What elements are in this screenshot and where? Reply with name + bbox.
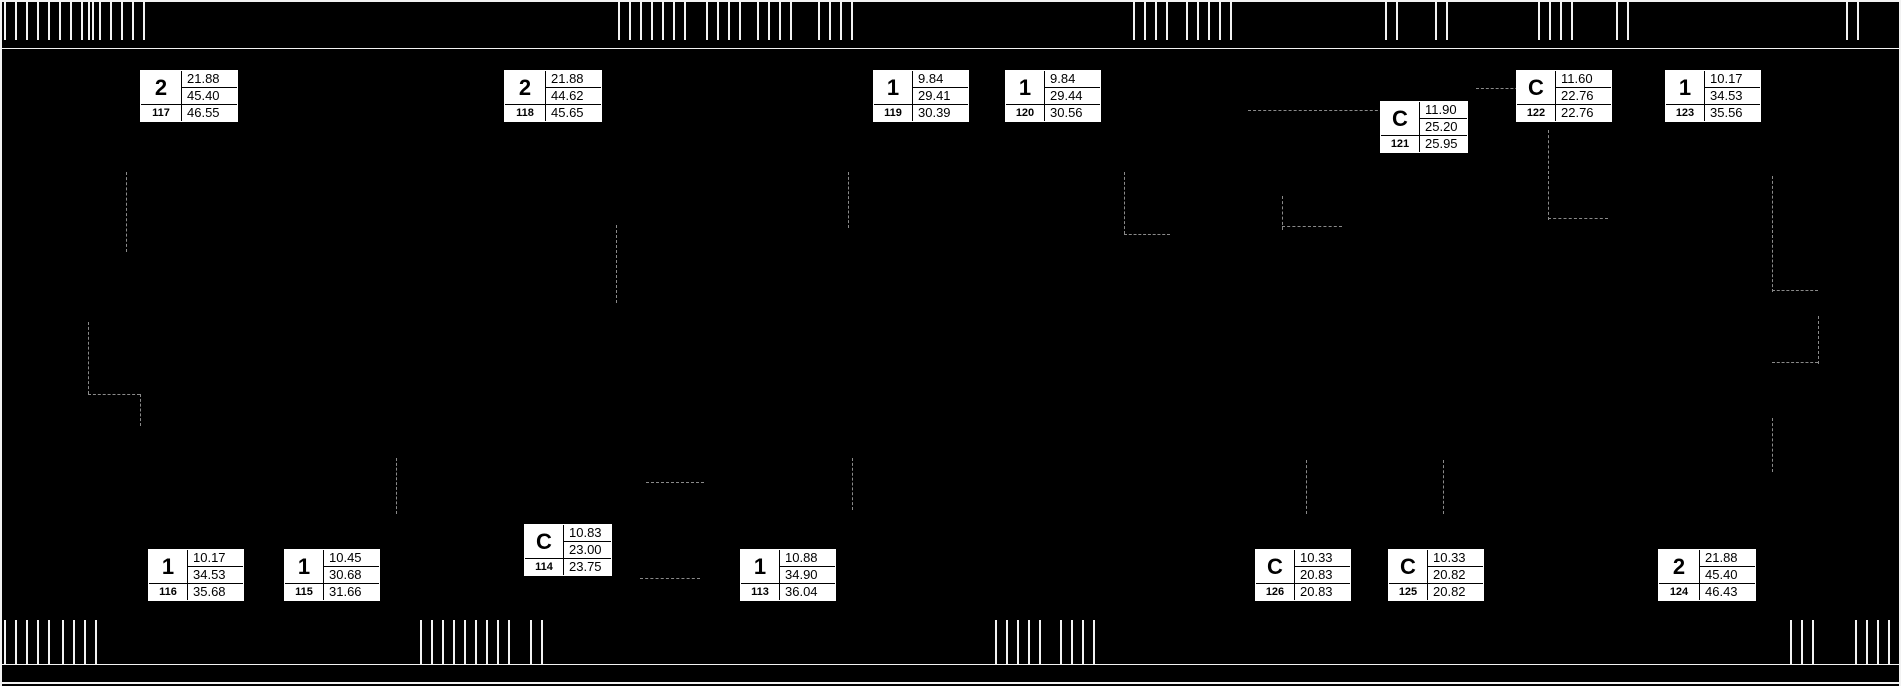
unit-total-value: 20.82 <box>1427 584 1483 600</box>
unit-tag[interactable] <box>284 549 380 601</box>
unit-id-label: 114 <box>535 561 553 573</box>
unit-tag-bottom-row <box>285 583 379 600</box>
unit-type-label: 2 <box>518 74 532 100</box>
unit-values-cell <box>1294 550 1350 583</box>
unit-values-cell <box>323 550 379 583</box>
unit-values-cell <box>1555 71 1611 104</box>
unit-tag-bottom-row <box>1006 104 1100 121</box>
unit-tag-top-row <box>1256 550 1350 583</box>
unit-value: 34.90 <box>780 566 835 583</box>
unit-total-value: 30.56 <box>1044 105 1100 121</box>
unit-id-label: 119 <box>884 107 902 119</box>
unit-value: 10.33 <box>1433 550 1466 565</box>
unit-type-label: 1 <box>886 74 900 100</box>
unit-type-label: C <box>1267 553 1283 579</box>
unit-values-cell <box>187 550 243 583</box>
unit-tag-bottom-row <box>525 558 611 575</box>
unit-tag-bottom-row <box>141 104 237 121</box>
unit-type-label: 1 <box>161 553 175 579</box>
unit-tag[interactable] <box>140 70 238 122</box>
unit-values-cell <box>181 71 237 104</box>
unit-value: 44.62 <box>546 87 601 104</box>
unit-total-value: 36.04 <box>779 584 835 600</box>
unit-value: 9.84 <box>1050 71 1076 86</box>
unit-value: 29.44 <box>1045 87 1100 104</box>
unit-value: 11.90 <box>1425 102 1457 117</box>
unit-id-label: 124 <box>1669 586 1689 598</box>
unit-values-cell <box>563 525 611 558</box>
unit-id-label: 113 <box>751 586 769 598</box>
unit-values-cell <box>1427 550 1483 583</box>
unit-tag[interactable] <box>1516 70 1612 122</box>
unit-type-label: 2 <box>1672 553 1686 579</box>
unit-type-cell <box>1659 550 1699 583</box>
unit-value: 29.41 <box>913 87 968 104</box>
unit-type-cell <box>1381 102 1419 135</box>
unit-type-cell <box>1006 71 1044 104</box>
unit-type-label: 2 <box>154 74 168 100</box>
unit-type-label: 1 <box>297 553 311 579</box>
unit-tag-top-row <box>874 71 968 104</box>
unit-value: 34.53 <box>188 566 243 583</box>
unit-type-label: 1 <box>1678 74 1692 100</box>
unit-type-label: C <box>1392 105 1408 131</box>
unit-tag[interactable] <box>740 549 836 601</box>
unit-tag[interactable] <box>1658 549 1756 601</box>
unit-value: 23.00 <box>564 541 611 558</box>
unit-tag[interactable] <box>148 549 244 601</box>
unit-tag-top-row <box>525 525 611 558</box>
unit-type-cell <box>1517 71 1555 104</box>
unit-tag-bottom-row <box>741 583 835 600</box>
unit-total-value: 23.75 <box>563 559 611 575</box>
unit-value: 25.20 <box>1420 118 1467 135</box>
unit-type-cell <box>525 525 563 558</box>
unit-tag[interactable] <box>1665 70 1761 122</box>
unit-tag-top-row <box>1006 71 1100 104</box>
unit-total-value: 22.76 <box>1555 105 1611 121</box>
unit-tag[interactable] <box>1005 70 1101 122</box>
unit-tag[interactable] <box>504 70 602 122</box>
unit-tag-top-row <box>1666 71 1760 104</box>
unit-type-label: C <box>1528 74 1544 100</box>
unit-tag-bottom-row <box>1389 583 1483 600</box>
unit-value: 21.88 <box>187 71 220 86</box>
unit-id-label: 117 <box>152 107 170 119</box>
unit-tag[interactable] <box>1380 101 1468 153</box>
unit-type-cell <box>1666 71 1704 104</box>
unit-total-value: 25.95 <box>1419 136 1467 152</box>
unit-total-value: 46.43 <box>1699 584 1755 600</box>
unit-total-value: 45.65 <box>545 105 601 121</box>
unit-tag-bottom-row <box>1659 583 1755 600</box>
unit-value: 45.40 <box>182 87 237 104</box>
unit-value: 10.88 <box>785 550 818 565</box>
unit-value: 10.17 <box>193 550 226 565</box>
unit-value: 34.53 <box>1705 87 1760 104</box>
unit-tag[interactable] <box>1255 549 1351 601</box>
unit-value: 45.40 <box>1700 566 1755 583</box>
unit-id-label: 122 <box>1526 107 1546 119</box>
unit-type-cell <box>141 71 181 104</box>
unit-tag-top-row <box>141 71 237 104</box>
unit-id-label: 125 <box>1398 586 1418 598</box>
unit-tag-bottom-row <box>1517 104 1611 121</box>
unit-values-cell <box>1699 550 1755 583</box>
unit-values-cell <box>545 71 601 104</box>
unit-values-cell <box>912 71 968 104</box>
unit-type-label: 1 <box>1018 74 1032 100</box>
unit-total-value: 35.56 <box>1704 105 1760 121</box>
unit-type-cell <box>1389 550 1427 583</box>
unit-value: 22.76 <box>1556 87 1611 104</box>
unit-value: 10.45 <box>329 550 362 565</box>
unit-tag-top-row <box>285 550 379 583</box>
unit-id-label: 120 <box>1015 107 1035 119</box>
unit-total-value: 31.66 <box>323 584 379 600</box>
unit-value: 21.88 <box>551 71 584 86</box>
unit-tag[interactable] <box>873 70 969 122</box>
unit-tag-bottom-row <box>874 104 968 121</box>
unit-value: 11.60 <box>1561 71 1593 86</box>
unit-values-cell <box>1419 102 1467 135</box>
unit-tag-top-row <box>1659 550 1755 583</box>
unit-total-value: 46.55 <box>181 105 237 121</box>
unit-tag-bottom-row <box>1256 583 1350 600</box>
unit-tag[interactable] <box>1388 549 1484 601</box>
unit-type-cell <box>1256 550 1294 583</box>
unit-value: 20.82 <box>1428 566 1483 583</box>
unit-type-cell <box>874 71 912 104</box>
unit-value: 10.17 <box>1710 71 1743 86</box>
unit-total-value: 20.83 <box>1294 584 1350 600</box>
unit-values-cell <box>1704 71 1760 104</box>
unit-type-cell <box>285 550 323 583</box>
unit-total-value: 35.68 <box>187 584 243 600</box>
unit-type-label: C <box>536 528 552 554</box>
unit-tag-top-row <box>1389 550 1483 583</box>
unit-value: 30.68 <box>324 566 379 583</box>
unit-type-cell <box>505 71 545 104</box>
unit-type-label: C <box>1400 553 1416 579</box>
unit-value: 10.33 <box>1300 550 1333 565</box>
unit-id-label: 116 <box>159 586 177 598</box>
unit-values-cell <box>1044 71 1100 104</box>
unit-tag-top-row <box>149 550 243 583</box>
unit-tag-top-row <box>1517 71 1611 104</box>
unit-value: 20.83 <box>1295 566 1350 583</box>
unit-type-label: 1 <box>753 553 767 579</box>
unit-tag-top-row <box>505 71 601 104</box>
unit-tag[interactable] <box>524 524 612 576</box>
unit-id-label: 118 <box>516 107 534 119</box>
unit-tag-top-row <box>741 550 835 583</box>
unit-total-value: 30.39 <box>912 105 968 121</box>
unit-id-label: 123 <box>1675 107 1695 119</box>
unit-type-cell <box>741 550 779 583</box>
unit-type-cell <box>149 550 187 583</box>
unit-value: 9.84 <box>918 71 944 86</box>
unit-id-label: 115 <box>295 586 313 598</box>
unit-tag-bottom-row <box>149 583 243 600</box>
unit-tag-top-row <box>1381 102 1467 135</box>
unit-tag-bottom-row <box>1666 104 1760 121</box>
unit-id-label: 126 <box>1265 586 1285 598</box>
unit-value: 10.83 <box>569 525 602 540</box>
unit-id-label: 121 <box>1390 138 1410 150</box>
unit-tag-bottom-row <box>505 104 601 121</box>
unit-value: 21.88 <box>1705 550 1738 565</box>
unit-tag-bottom-row <box>1381 135 1467 152</box>
unit-values-cell <box>779 550 835 583</box>
